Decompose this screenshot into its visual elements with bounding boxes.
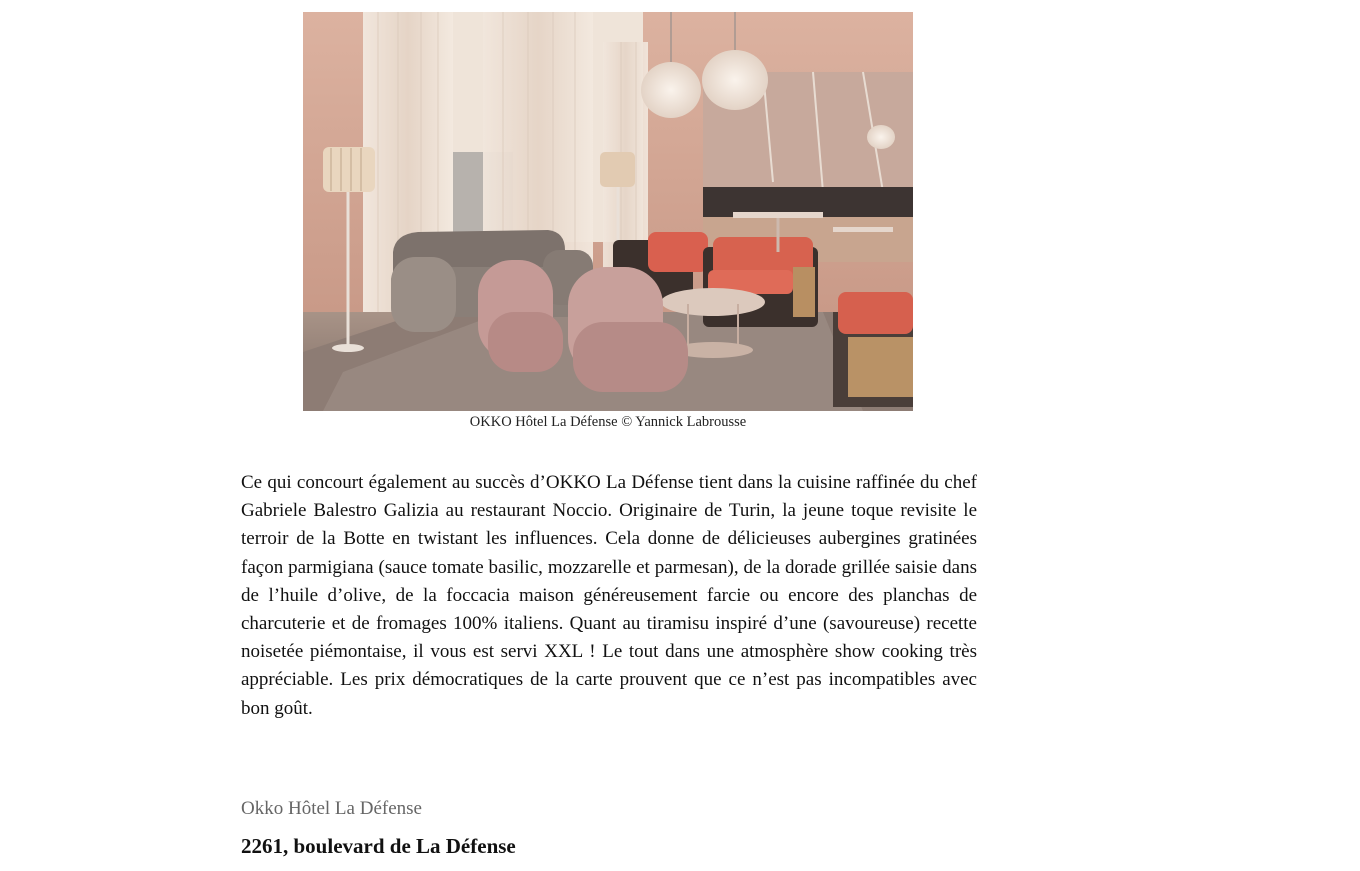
photo-caption: OKKO Hôtel La Défense © Yannick Labrousse [469,414,747,430]
hotel-photo [303,12,913,411]
hotel-lounge-illustration [303,12,913,411]
article-paragraph: Ce qui concourt également au succès d’OKKO La Défense tient dans la cuisine raffinée du chef Gabriele Balestro Galizia au restaurant Noccio. Originaire de Turin, la jeune toque revisite le terroir de la Botte en twistant les influences. Cela donne de délicieuses aubergines gratinées façon parmigiana (sauce tomate basilic, mozzarelle et parmesan), de la dorade grillée saisie dans de l’huile d’olive, de la foccacia maison généreusement farcie ou encore des planchas de charcuterie et de fromages 100% italiens. Quant au tiramisu inspiré d’une (savoureuse) recette noisetée piémontaise, il vous est servi XXL ! Le tout dans une atmosphère show cooking très appréciable. Les prix démocratiques de la carte prouvent que ce n’est pas incompatibles avec bon goût. [241,472,977,719]
venue-name: Okko Hôtel La Défense [241,798,422,819]
venue-address: 2261, boulevard de La Défense [241,834,516,858]
